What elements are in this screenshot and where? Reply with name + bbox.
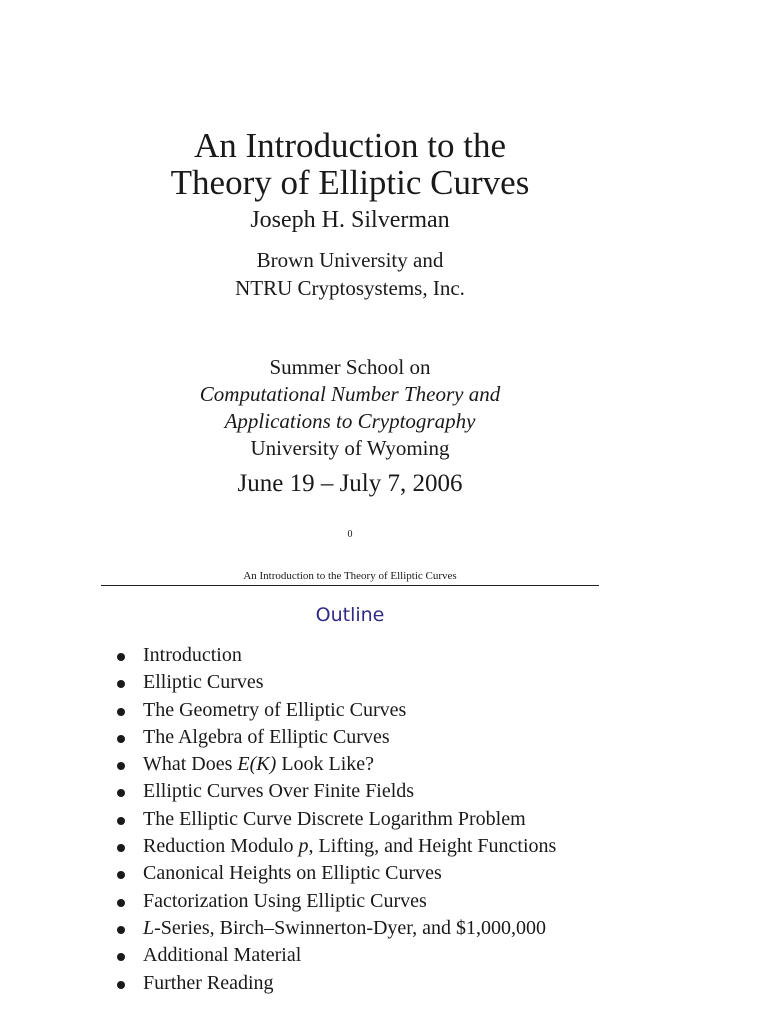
outline-item-text: Introduction bbox=[143, 644, 242, 666]
outline-list bbox=[112, 642, 556, 997]
event-info bbox=[0, 354, 700, 462]
outline-item-text: Elliptic Curves bbox=[143, 671, 264, 694]
title-line-1: An Introduction to the bbox=[193, 126, 507, 165]
header-rule bbox=[101, 585, 599, 586]
bullet-icon bbox=[117, 844, 125, 852]
outline-item-text: The Geometry of Elliptic Curves bbox=[143, 698, 407, 721]
event-dates: June 19 – July 7, 2006 bbox=[237, 470, 463, 497]
outline-item-math: p bbox=[298, 835, 309, 858]
bullet-icon bbox=[117, 680, 125, 688]
outline-item bbox=[112, 806, 556, 833]
outline-item-text-suffix: , Lifting, and Height Functions bbox=[308, 835, 557, 858]
affiliation bbox=[0, 246, 700, 302]
bullet-icon bbox=[117, 817, 125, 825]
outline-item-text: The Algebra of Elliptic Curves bbox=[143, 725, 390, 748]
event-line-4: University of Wyoming bbox=[250, 436, 450, 460]
page-number: 0 bbox=[347, 529, 353, 540]
event-line-2: Computational Number Theory and bbox=[199, 382, 501, 406]
outline-item-text: Elliptic Curves Over Finite Fields bbox=[143, 780, 415, 803]
outline-item-text: Factorization Using Elliptic Curves bbox=[143, 889, 427, 912]
outline-item bbox=[112, 888, 556, 915]
outline-item-text-suffix: -Series, Birch–Swinnerton-Dyer, and $1,000,000 bbox=[154, 916, 547, 939]
event-line-3: Applications to Cryptography bbox=[224, 409, 476, 433]
outline-item-text: Additional Material bbox=[143, 944, 302, 967]
outline-item-text-suffix: Look Like? bbox=[276, 753, 375, 776]
affiliation-line-1: Brown University and bbox=[256, 248, 444, 272]
outline-item bbox=[112, 942, 556, 969]
outline-item-text: What Does bbox=[143, 753, 238, 776]
bullet-icon bbox=[117, 653, 125, 661]
outline-item-text: Further Reading bbox=[143, 971, 274, 994]
affiliation-line-2: NTRU Cryptosystems, Inc. bbox=[235, 276, 465, 300]
bullet-icon bbox=[117, 899, 125, 907]
outline-item bbox=[112, 642, 556, 669]
outline-heading: Outline bbox=[315, 604, 385, 626]
outline-item-math: E(K) bbox=[237, 753, 277, 776]
outline-item-text: The Elliptic Curve Discrete Logarithm Problem bbox=[143, 807, 526, 830]
bullet-icon bbox=[117, 981, 125, 989]
outline-item bbox=[112, 751, 556, 778]
outline-item-math: L bbox=[143, 916, 155, 939]
bullet-icon bbox=[117, 762, 125, 770]
outline-item-text: Canonical Heights on Elliptic Curves bbox=[143, 862, 442, 885]
bullet-icon bbox=[117, 871, 125, 879]
bullet-icon bbox=[117, 953, 125, 961]
event-line-1: Summer School on bbox=[269, 355, 431, 379]
outline-item bbox=[112, 778, 556, 805]
bullet-icon bbox=[117, 789, 125, 797]
bullet-icon bbox=[117, 735, 125, 743]
outline-item bbox=[112, 697, 556, 724]
outline-item-text: Reduction Modulo bbox=[143, 835, 299, 858]
outline-item bbox=[112, 669, 556, 696]
bullet-icon bbox=[117, 926, 125, 934]
author-name: Joseph H. Silverman bbox=[250, 207, 450, 233]
outline-item bbox=[112, 970, 556, 997]
running-header: An Introduction to the Theory of Elliptic Curves bbox=[243, 570, 457, 582]
outline-item bbox=[112, 915, 556, 942]
outline-item bbox=[112, 833, 556, 860]
title-line-2: Theory of Elliptic Curves bbox=[170, 163, 530, 202]
outline-item bbox=[112, 724, 556, 751]
slide-title bbox=[0, 127, 700, 201]
outline-item bbox=[112, 860, 556, 887]
bullet-icon bbox=[117, 708, 125, 716]
